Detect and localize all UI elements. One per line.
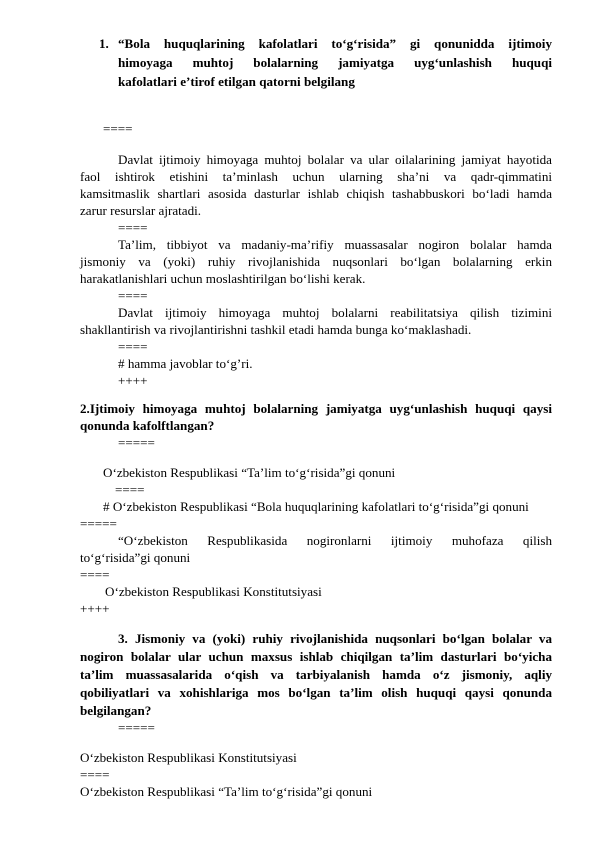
q1-option-1-line-4: zarur resurslar ajratadi.: [80, 203, 202, 218]
q2-option-1: O‘zbekiston Respublikasi “Ta’lim to‘g‘risida”gi qonuni: [103, 465, 396, 480]
question-1-line-1: “Bola huquqlarining kafolatlari to‘g‘risida” gi qonunidda ijtimoiy: [118, 36, 552, 51]
q1-option-2-line-1: Ta’lim, tibbiyot va madaniy-ma’rifiy muassasalar nogiron bolalar hamda: [118, 237, 552, 252]
q1-option-3-line-1: Davlat ijtimoiy himoyaga muhtoj bolalarni reabilitatsiya qilish tizimini: [118, 305, 552, 320]
q2-option-2: # O‘zbekiston Respublikasi “Bola huquqlarining kafolatlari to‘g‘risida”gi qonuni: [103, 499, 529, 514]
q1-option-1-line-1: Davlat ijtimoiy himoyaga muhtoj bolalar va ular oilalarining jamiyat hayotida: [118, 152, 552, 167]
end-marker: ++++: [80, 601, 110, 616]
question-3-line-1: 3. Jismoniy va (yoki) ruhiy rivojlanishida nuqsonlari bo‘lgan bolalar va: [118, 631, 552, 646]
separator: ====: [118, 220, 148, 235]
question-3-line-3: ta’lim muassasalarida o‘qish va tarbiyalanish hamda o‘z jismoniy, aqliy: [80, 667, 552, 682]
question-2-line-2: qonunda kafolftlangan?: [80, 418, 215, 433]
separator: ====: [80, 567, 110, 582]
question-3-line-4: qobiliyatlari va xohishlariga mos bo‘lgan ta’lim olish huquqi qaysi qonunda: [80, 685, 552, 700]
separator: =====: [118, 435, 155, 450]
q1-option-2-line-2: jismoniy va (yoki) ruhiy rivojlanishida nuqsonlari bo‘lgan bolalarning erkin: [80, 254, 552, 269]
separator: ====: [115, 482, 145, 497]
q1-option-4: # hamma javoblar to‘g’ri.: [118, 356, 253, 371]
question-2-line-1: 2.Ijtimoiy himoyaga muhtoj bolalarning jamiyatga uyg‘unlashish huquqi qaysi: [80, 401, 552, 416]
q1-option-2-line-3: harakatlanishlari uchun moslashtirilgan bo‘lishi kerak.: [80, 271, 366, 286]
q1-option-1-line-3: kamsitmaslik shartlari asosida dasturlar ishlab chiqish tashabbuskori bo‘ladi hamda: [80, 186, 552, 201]
separator: ====: [80, 767, 110, 782]
q3-option-1: O‘zbekiston Respublikasi Konstitutsiyasi: [80, 750, 297, 765]
q2-option-3-line-1: “O‘zbekiston Respublikasida nogironlarni ijtimoiy muhofaza qilish: [118, 533, 552, 548]
end-marker: ++++: [118, 373, 148, 388]
question-1-line-2: himoyaga muhtoj bolalarning jamiyatga uyg‘unlashish huquqi: [118, 55, 552, 70]
q2-option-4: O‘zbekiston Respublikasi Konstitutsiyasi: [105, 584, 322, 599]
q3-option-2: O‘zbekiston Respublikasi “Ta’lim to‘g‘risida”gi qonuni: [80, 784, 373, 799]
q2-option-3-line-2: to‘g‘risida”gi qonuni: [80, 550, 191, 565]
separator: ====: [118, 339, 148, 354]
question-3-line-5: belgilangan?: [80, 703, 152, 718]
separator: ====: [118, 288, 148, 303]
q1-option-1-line-2: faol ishtirok etishini ta’minlash uchun ularning sha’ni va qadr-qimmatini: [80, 169, 552, 184]
question-1-line-3: kafolatlari e’tirof etilgan qatorni belgilang: [118, 74, 355, 89]
separator: =====: [118, 720, 155, 735]
separator: =====: [80, 516, 117, 531]
question-3-line-2: nogiron bolalar ular uchun maxsus ishlab chiqilgan ta’lim dasturlari bo‘yicha: [80, 649, 552, 664]
question-1-number: 1.: [99, 36, 109, 51]
separator: ====: [103, 121, 133, 136]
q1-option-3-line-2: shakllantirish va rivojlantirishni tashkil etadi hamda bunga ko‘maklashadi.: [80, 322, 472, 337]
